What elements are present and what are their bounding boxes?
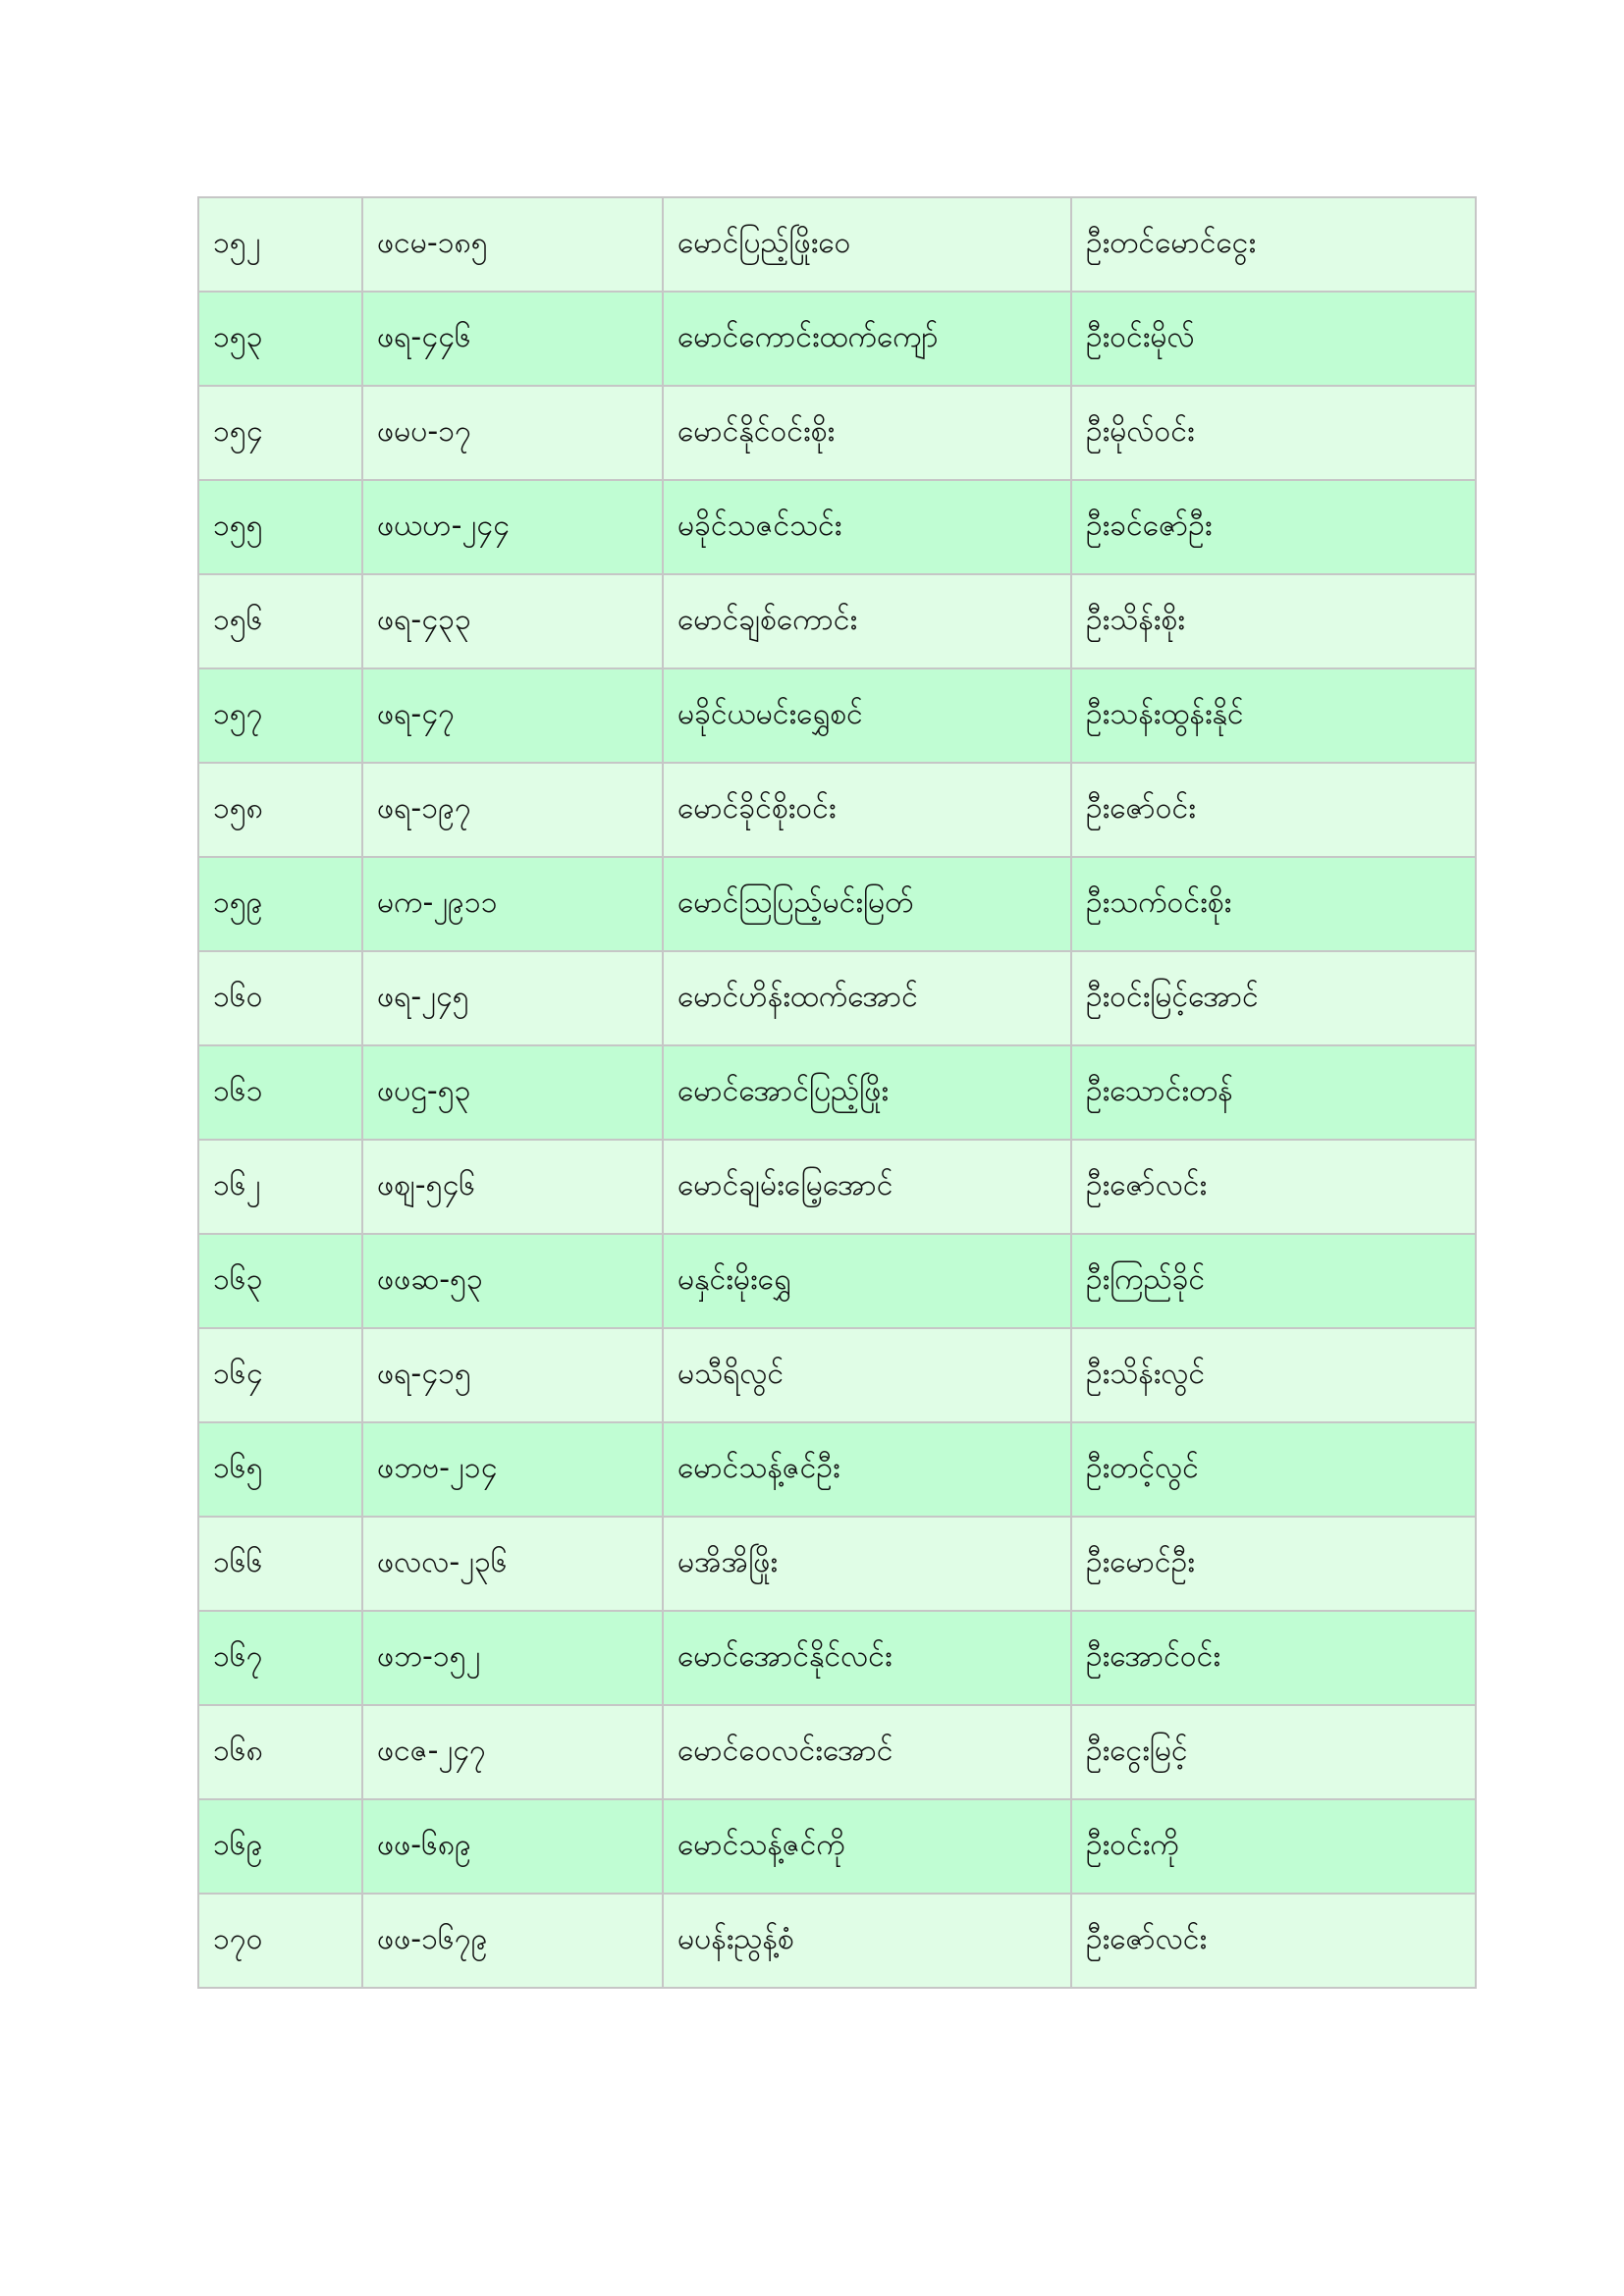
registration-number-cell: ဖငမ-၁၈၅ <box>362 197 663 292</box>
table-row <box>198 1517 1476 1611</box>
father-name-cell: ဦးဇော်လင်း <box>1071 1894 1476 1988</box>
father-name-cell: ဦးခင်ဇော်ဦး <box>1071 480 1476 574</box>
table-row <box>198 1611 1476 1705</box>
registration-number-cell: မက-၂၉၁၁ <box>362 857 663 951</box>
table-row <box>198 197 1476 292</box>
father-name-cell: ဦးဝင်းကို <box>1071 1799 1476 1894</box>
table-row <box>198 857 1476 951</box>
table-row <box>198 763 1476 857</box>
registration-number-cell: ဖရ-၂၄၅ <box>362 951 663 1045</box>
student-name-cell: မခိုင်သဇင်သင်း <box>663 480 1071 574</box>
student-name-cell: မောင်အောင်ပြည့်ဖြိုး <box>663 1045 1071 1140</box>
row-number-cell: ၁၆၃ <box>198 1234 362 1328</box>
table-row <box>198 1140 1476 1234</box>
registration-number-cell: ဖဖ-၆၈၉ <box>362 1799 663 1894</box>
registration-number-cell: ဖရ-၄၁၅ <box>362 1328 663 1422</box>
father-name-cell: ဦးမောင်ဦး <box>1071 1517 1476 1611</box>
student-name-cell: မောင်အောင်နိုင်လင်း <box>663 1611 1071 1705</box>
father-name-cell: ဦးသက်ဝင်းစိုး <box>1071 857 1476 951</box>
row-number-cell: ၁၆၇ <box>198 1611 362 1705</box>
registration-number-cell: ဖဘဗ-၂၁၄ <box>362 1422 663 1517</box>
table-row <box>198 1328 1476 1422</box>
row-number-cell: ၁၅၉ <box>198 857 362 951</box>
row-number-cell: ၁၇၀ <box>198 1894 362 1988</box>
student-name-cell: မောင်ချစ်ကောင်း <box>663 574 1071 668</box>
table-row <box>198 386 1476 480</box>
row-number-cell: ၁၆၈ <box>198 1705 362 1799</box>
student-name-cell: မောင်နိုင်ဝင်းစိုး <box>663 386 1071 480</box>
student-name-cell: မနှင်းမိုးရွှေ <box>663 1234 1071 1328</box>
row-number-cell: ၁၆၄ <box>198 1328 362 1422</box>
father-name-cell: ဦးသိန်းလွင် <box>1071 1328 1476 1422</box>
student-name-cell: မောင်ပြည့်ဖြိုးဝေ <box>663 197 1071 292</box>
father-name-cell: ဦးမိုလ်ဝင်း <box>1071 386 1476 480</box>
table-row <box>198 1234 1476 1328</box>
registration-number-cell: ဖရ-၄၇ <box>362 668 663 763</box>
father-name-cell: ဦးငွေးမြင့် <box>1071 1705 1476 1799</box>
student-name-cell: မောင်သန့်ဇင်ဦး <box>663 1422 1071 1517</box>
registration-number-cell: ဖငဇ-၂၄၇ <box>362 1705 663 1799</box>
row-number-cell: ၁၆၀ <box>198 951 362 1045</box>
father-name-cell: ဦးအောင်ဝင်း <box>1071 1611 1476 1705</box>
row-number-cell: ၁၆၉ <box>198 1799 362 1894</box>
table-row <box>198 1705 1476 1799</box>
row-number-cell: ၁၅၂ <box>198 197 362 292</box>
registration-number-cell: ဖဖ-၁၆၇၉ <box>362 1894 663 1988</box>
registration-number-cell: ဖဘ-၁၅၂ <box>362 1611 663 1705</box>
row-number-cell: ၁၆၅ <box>198 1422 362 1517</box>
student-name-cell: မောင်ခိုင်စိုးဝင်း <box>663 763 1071 857</box>
roster-table <box>197 196 1477 1989</box>
father-name-cell: ဦးဇော်ဝင်း <box>1071 763 1476 857</box>
student-name-cell: မောင်သြပြည့်မင်းမြတ် <box>663 857 1071 951</box>
row-number-cell: ၁၅၄ <box>198 386 362 480</box>
table-row <box>198 668 1476 763</box>
row-number-cell: ၁၅၆ <box>198 574 362 668</box>
student-name-cell: မောင်ချမ်းမြေ့အောင် <box>663 1140 1071 1234</box>
table-row <box>198 1045 1476 1140</box>
registration-number-cell: ဖဖဆ-၅၃ <box>362 1234 663 1328</box>
student-name-cell: မောင်ဝေလင်းအောင် <box>663 1705 1071 1799</box>
row-number-cell: ၁၆၆ <box>198 1517 362 1611</box>
row-number-cell: ၁၅၈ <box>198 763 362 857</box>
registration-number-cell: ဖလလ-၂၃၆ <box>362 1517 663 1611</box>
student-name-cell: မသီရိလွင် <box>663 1328 1071 1422</box>
father-name-cell: ဦးသန်းထွန်းနိုင် <box>1071 668 1476 763</box>
row-number-cell: ၁၅၇ <box>198 668 362 763</box>
father-name-cell: ဦးကြည်ခိုင် <box>1071 1234 1476 1328</box>
registration-number-cell: ဖစျ-၅၄၆ <box>362 1140 663 1234</box>
table-row <box>198 292 1476 386</box>
roster-table-body <box>198 197 1476 1988</box>
registration-number-cell: ဖပဌ-၅၃ <box>362 1045 663 1140</box>
father-name-cell: ဦးဇော်လင်း <box>1071 1140 1476 1234</box>
table-row <box>198 574 1476 668</box>
father-name-cell: ဦးဝင်းမိုလ် <box>1071 292 1476 386</box>
table-row <box>198 951 1476 1045</box>
registration-number-cell: ဖယဟ-၂၄၄ <box>362 480 663 574</box>
table-row <box>198 1799 1476 1894</box>
table-row <box>198 480 1476 574</box>
student-name-cell: မခိုင်ယမင်းရွှေစင် <box>663 668 1071 763</box>
registration-number-cell: ဖရ-၁၉၇ <box>362 763 663 857</box>
table-row <box>198 1894 1476 1988</box>
row-number-cell: ၁၆၁ <box>198 1045 362 1140</box>
row-number-cell: ၁၅၅ <box>198 480 362 574</box>
student-name-cell: မောင်ဟိန်းထက်အောင် <box>663 951 1071 1045</box>
father-name-cell: ဦးသိန်းစိုး <box>1071 574 1476 668</box>
student-name-cell: မပန်းညွန့်စံ <box>663 1894 1071 1988</box>
father-name-cell: ဦးတင်မောင်ငွေး <box>1071 197 1476 292</box>
registration-number-cell: ဖရ-၄၄၆ <box>362 292 663 386</box>
student-name-cell: မောင်ကောင်းထက်ကျော် <box>663 292 1071 386</box>
table-row <box>198 1422 1476 1517</box>
row-number-cell: ၁၆၂ <box>198 1140 362 1234</box>
father-name-cell: ဦးသောင်းတန် <box>1071 1045 1476 1140</box>
student-name-cell: မောင်သန့်ဇင်ကို <box>663 1799 1071 1894</box>
registration-number-cell: ဖမပ-၁၇ <box>362 386 663 480</box>
row-number-cell: ၁၅၃ <box>198 292 362 386</box>
father-name-cell: ဦးဝင်းမြင့်အောင် <box>1071 951 1476 1045</box>
registration-number-cell: ဖရ-၄၃၃ <box>362 574 663 668</box>
student-name-cell: မအိအိဖြိုး <box>663 1517 1071 1611</box>
father-name-cell: ဦးတင့်လွင် <box>1071 1422 1476 1517</box>
